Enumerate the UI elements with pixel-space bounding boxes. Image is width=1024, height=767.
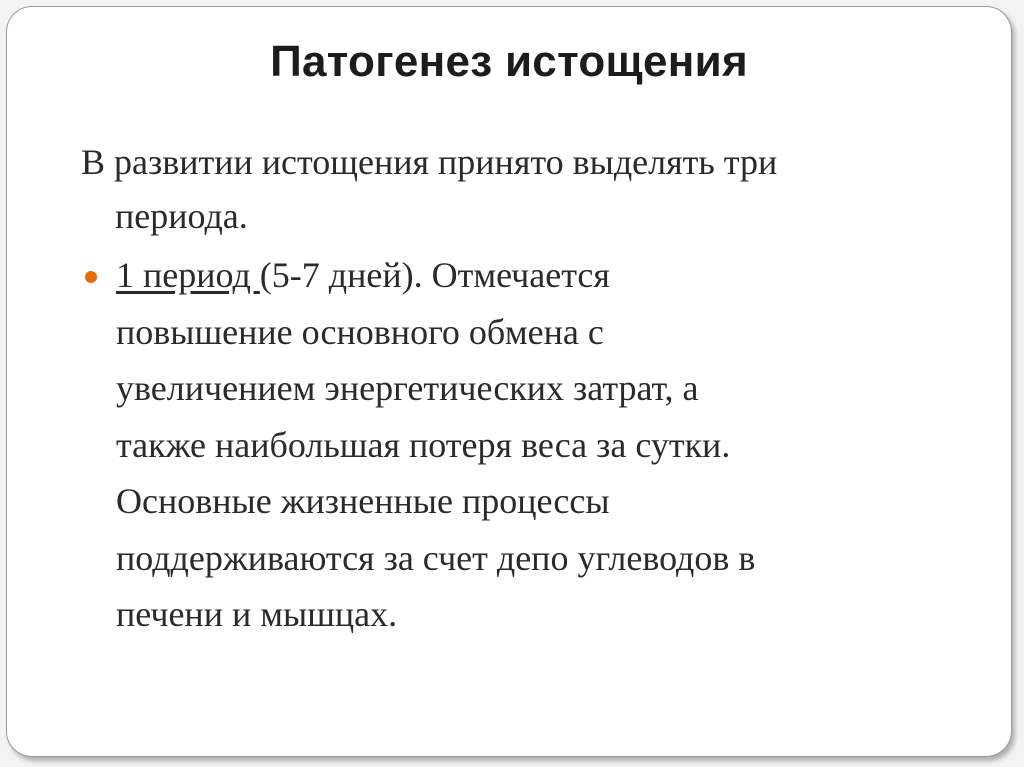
bullet-line: поддерживаются за счет депо углеводов в xyxy=(116,537,756,578)
bullet-line: также наибольшая потеря веса за сутки. xyxy=(116,424,731,465)
intro-line-2: периода. xyxy=(115,196,248,236)
bullet-line-1 xyxy=(116,247,961,304)
bullet-text xyxy=(116,247,961,643)
bullet-line: печени и мышцах. xyxy=(116,594,398,634)
intro-paragraph xyxy=(81,135,961,243)
bullet-line: повышение основного обмена с xyxy=(116,311,604,352)
period-duration: (5-7 дней). Отмечается xyxy=(259,255,610,295)
bullet-item xyxy=(81,247,961,643)
bullet-line: увеличением энергетических затрат, а xyxy=(116,368,699,408)
bullet-dot-icon xyxy=(85,271,97,283)
slide xyxy=(6,6,1012,757)
bullet-line: Основные жизненные процессы xyxy=(116,481,610,521)
period-label: 1 период xyxy=(116,255,260,295)
intro-line-1: В развитии истощения принято выделять три xyxy=(81,142,778,182)
slide-title: Патогенез истощения xyxy=(270,37,748,86)
